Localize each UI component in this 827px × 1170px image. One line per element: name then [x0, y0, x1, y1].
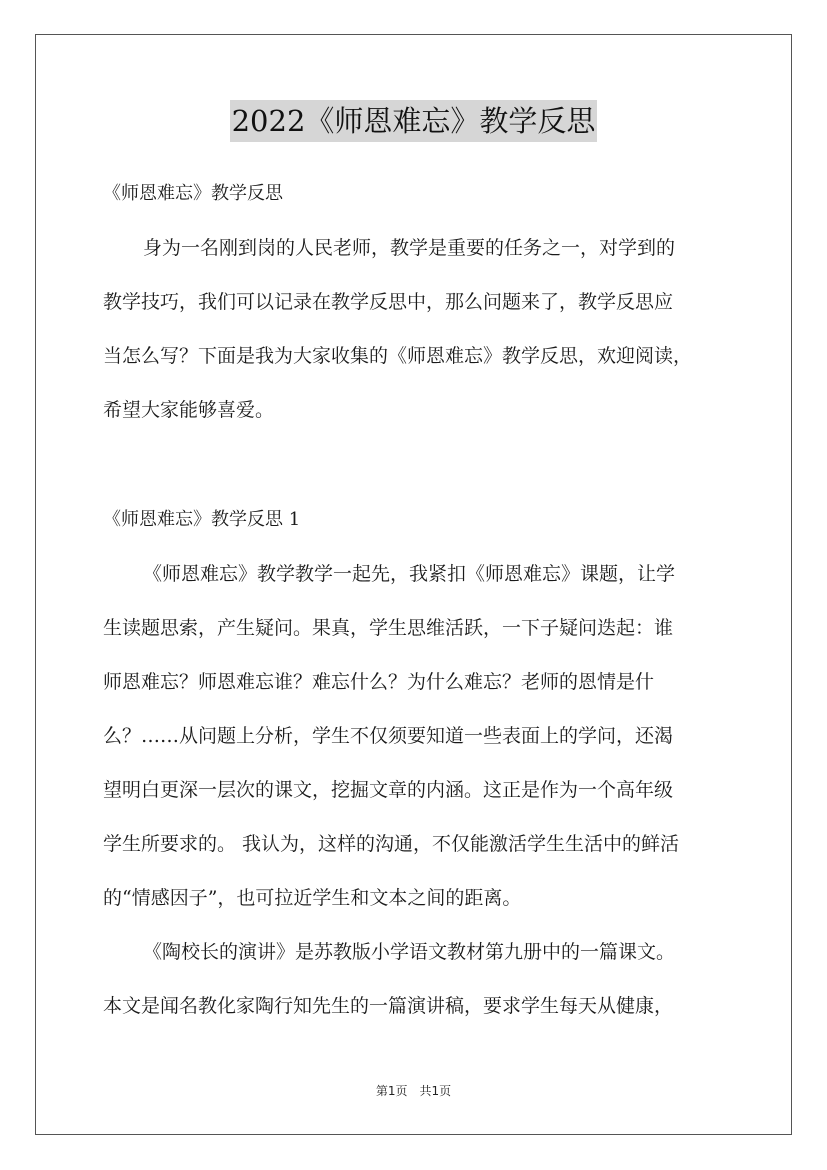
section1-para2-line: 本文是闻名教化家陶行知先生的一篇演讲稿，要求学生每天从健康，: [103, 995, 674, 1017]
intro-line: 教学技巧，我们可以记录在教学反思中，那么问题来了，教学反思应: [103, 291, 674, 313]
page-number: 第1页 共1页: [375, 1084, 452, 1098]
page-footer: [0, 1083, 827, 1099]
intro-line: 身为一名刚到岗的人民老师，教学是重要的任务之一，对学到的: [143, 237, 676, 259]
intro-line: 当怎么写？下面是我为大家收集的《师恩难忘》教学反思，欢迎阅读，: [103, 345, 693, 367]
section1-para1-line: 么？……从问题上分析，学生不仅须要知道一些表面上的学问，还渴: [103, 725, 674, 747]
section1-para1-line: 的“情感因子”，也可拉近学生和文本之间的距离。: [103, 887, 522, 909]
section1-para1-line: 《师恩难忘》教学教学一起先，我紧扣《师恩难忘》课题，让学: [143, 563, 676, 585]
document-title: 2022《师恩难忘》教学反思: [230, 100, 598, 142]
intro-heading: 《师恩难忘》教学反思: [103, 183, 283, 204]
section1-para2-line: 《陶校长的演讲》是苏教版小学语文教材第九册中的一篇课文。: [143, 941, 676, 963]
section1-para1-line: 师恩难忘？师恩难忘谁？难忘什么？为什么难忘？老师的恩情是什: [103, 671, 655, 693]
section1-para1-line: 生读题思索，产生疑问。果真，学生思维活跃，一下子疑问迭起：谁: [103, 617, 674, 639]
title-container: [0, 100, 827, 142]
section1-para1-line: 望明白更深一层次的课文，挖掘文章的内涵。这正是作为一个高年级: [103, 779, 674, 801]
intro-line: 希望大家能够喜爱。: [103, 399, 275, 421]
section1-heading: 《师恩难忘》教学反思 1: [103, 509, 301, 530]
section1-para1-line: 学生所要求的。 我认为，这样的沟通，不仅能激活学生生活中的鲜活: [103, 833, 680, 855]
